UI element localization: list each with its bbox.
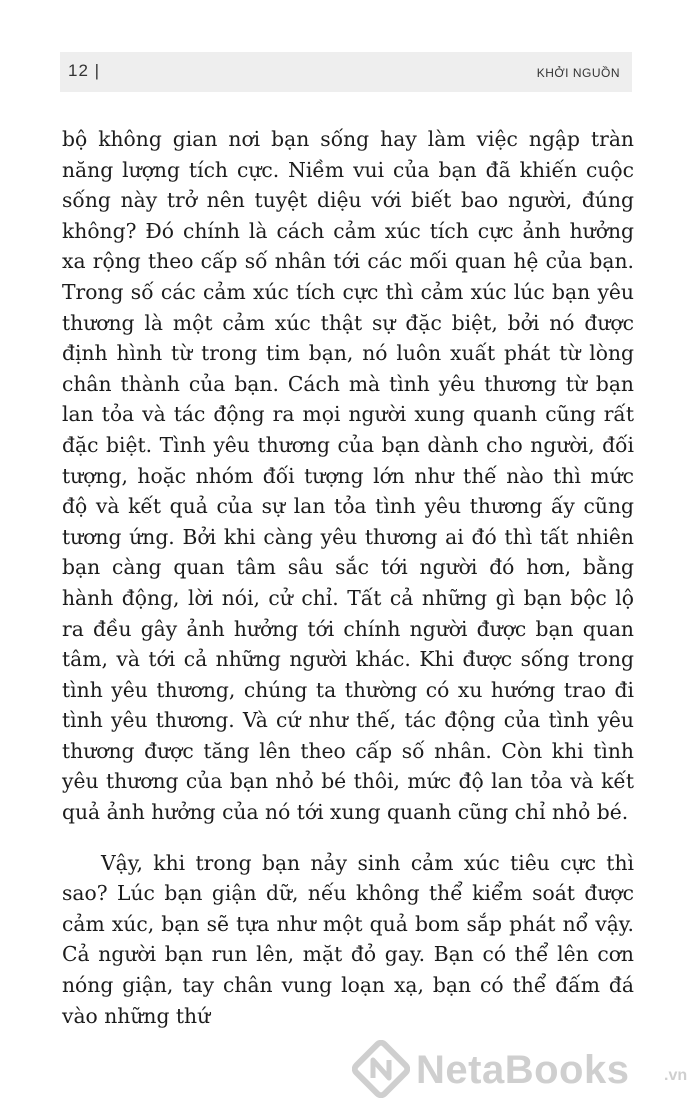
- netabooks-logo-icon: [352, 1040, 410, 1098]
- body-text: [62, 124, 634, 1031]
- page-number: 12 |: [68, 61, 101, 80]
- running-header: [60, 52, 632, 92]
- chapter-title: KHỞI NGUỒN: [536, 66, 620, 80]
- watermark-brand: NetaBooks: [416, 1048, 630, 1092]
- paragraph-1: bộ không gian nơi bạn sống hay làm việc ngập tràn năng lượng tích cực. Niềm vui của bạn đã khiến cuộc sống này trở nên tuyệt diệu với biết bao người, đúng không? Đó chính là cách cảm xúc tích cực ảnh hưởng xa rộng theo cấp số nhân tới các mối quan hệ của bạn. Trong số các cảm xúc tích cực thì cảm xúc lúc bạn yêu thương là một cảm xúc thật sự đặc biệt, bởi nó được định hình từ trong tim bạn, nó luôn xuất phát từ lòng chân thành của bạn. Cách mà tình yêu thương từ bạn lan tỏa và tác động ra mọi người xung quanh cũng rất đặc biệt. Tình yêu thương của bạn dành cho người, đối tượng, hoặc nhóm đối tượng lớn như thế nào thì mức độ và kết quả của sự lan tỏa tình yêu thương ấy cũng tương ứng. Bởi khi càng yêu thương ai đó thì tất nhiên bạn càng quan tâm sâu sắc tới người đó hơn, bằng hành động, lời nói, cử chỉ. Tất cả những gì bạn bộc lộ ra đều gây ảnh hưởng tới chính người được bạn quan tâm, và tới cả những người khác. Khi được sống trong tình yêu thương, chúng ta thường có xu hướng trao đi tình yêu thương. Và cứ như thế, tác động của tình yêu thương được tăng lên theo cấp số nhân. Còn khi tình yêu thương của bạn nhỏ bé thôi, mức độ lan tỏa và kết quả ảnh hưởng của nó tới xung quanh cũng chỉ nhỏ bé.: [62, 127, 634, 825]
- watermark: [352, 1036, 692, 1106]
- paragraph-2: Vậy, khi trong bạn nảy sinh cảm xúc tiêu cực thì sao? Lúc bạn giận dữ, nếu không thể kiểm soát được cảm xúc, bạn sẽ tựa như một quả bom sắp phát nổ vậy. Cả người bạn run lên, mặt đỏ gay. Bạn có thể lên cơn nóng giận, tay chân vung loạn xạ, bạn có thể đấm đá vào những thứ: [62, 850, 634, 1028]
- watermark-domain: .vn: [664, 1067, 688, 1084]
